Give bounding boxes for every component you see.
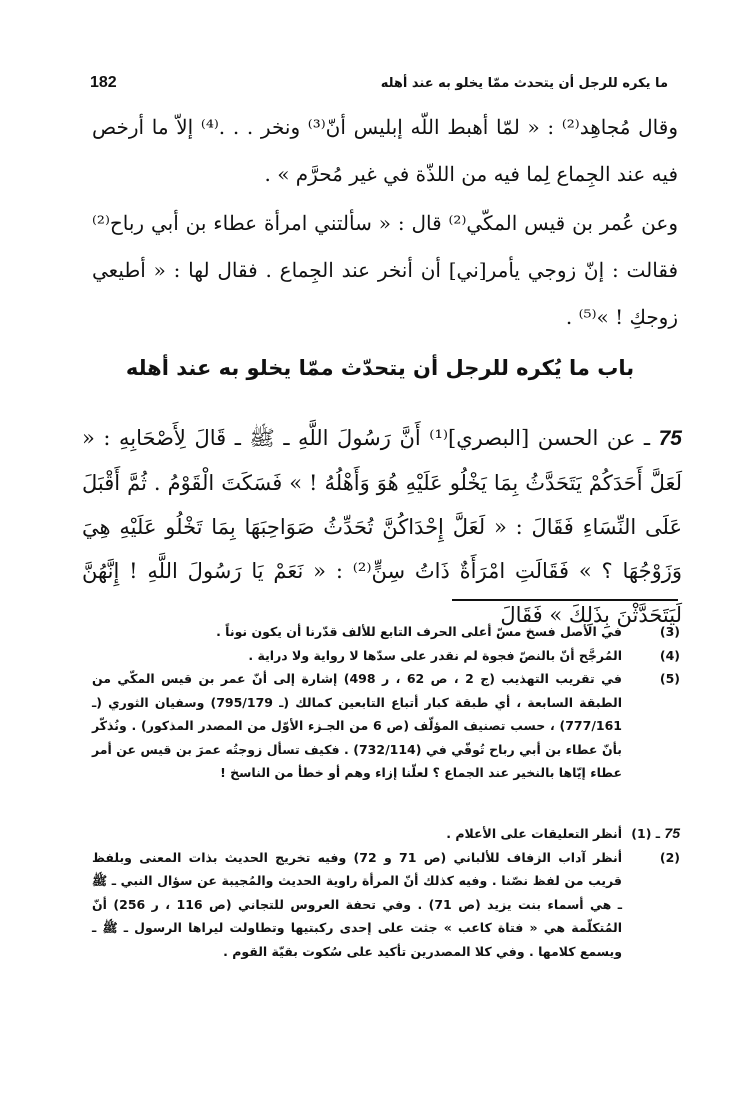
footnote-hadith-number: 75 bbox=[664, 825, 680, 841]
hadith-75 bbox=[82, 416, 682, 637]
running-title: ما يكره للرجل أن يتحدث ممّا يخلو به عند أهله bbox=[380, 75, 668, 91]
footnote-marker: (4) bbox=[659, 647, 680, 663]
footnote-text: أنظر التعليقات على الأعلام . bbox=[446, 826, 622, 841]
footnotes-previous bbox=[92, 620, 680, 785]
footnote-item bbox=[92, 620, 680, 644]
footnote-text: في تقريب التهذيب (ج 2 ، ص 62 ، ر 498) إشارة إلى أنّ عمر بن قيس المكّي من الطبقة السابعة ، أي طبقة كبار أتباع التابعين كمالك (ـ 795/179) وسفيان الثوري (ـ 777/161) ، حسب تصنيف المؤلّف (ص 6 من الجـزء الأوّل من المصدر المذكور) . ونُذكّر بأنّ عطاء بن أبي رباح تُوفّي في (732/114) . فكيف تسأل زوجتُه عمرَ بن قيس عن أمر عطاء إيّاها بالنخير عند الجماع ؟ لعلّنا إزاء وهم أو خطأ من الناسخ ! bbox=[92, 671, 622, 780]
page-header bbox=[90, 74, 668, 92]
paragraph-umar-ibn-qays: وعن عُمر بن قيس المكّي⁽²⁾ قال : « سألتني امرأة عطاء بن أبي رباح⁽²⁾ فقالت : إنّ زوجي يأمر[ني] أن أنخر عند الجِماع . فقال لها : « أطيعي زوجكِ ! »⁽⁵⁾ . bbox=[92, 211, 678, 329]
paragraph-mujahid: وقال مُجاهِد⁽²⁾ : « لمّا أهبط اللّه إبليس أنّ⁽³⁾ ونخر . . .⁽⁴⁾ إلاّ ما أرخص فيه عند الجِماع لِما فيه من اللذّة في غير مُحرَّم » . bbox=[92, 115, 678, 186]
footnote-marker: 75 ـ (1) bbox=[631, 825, 680, 841]
hadith-number: 75 bbox=[658, 427, 682, 450]
footnote-text: المُرجَّح أنّ بالنصّ فجوة لم نقدر على سدّها لا رواية ولا دراية . bbox=[248, 647, 622, 663]
footnote-marker: (3) bbox=[659, 624, 680, 639]
footnote-item bbox=[92, 822, 680, 846]
footnote-item bbox=[92, 667, 680, 785]
section-heading: باب ما يُكره للرجل أن يتحدّث ممّا يخلو به عند أهله bbox=[125, 356, 635, 380]
footnotes-hadith-75 bbox=[92, 822, 680, 963]
page-number: 182 bbox=[90, 74, 117, 91]
footnote-marker: (5) bbox=[659, 671, 680, 686]
footnote-item bbox=[92, 644, 680, 668]
footnote-item bbox=[92, 846, 680, 964]
footnote-text: في الأصل فسخ مسّ أعلى الحرف التابع للألف قدّرنا أن يكون نوناً . bbox=[216, 624, 622, 639]
footnote-marker: (2) bbox=[659, 849, 680, 865]
hadith-text: ـ عن الحسن [البصري]⁽¹⁾ أَنَّ رَسُولَ اللَّهِ ـ ﷺ ـ قَالَ لِأَصْحَابِهِ : « لَعَلَّ أَحَدَكُمْ يَتَحَدَّثُ بِمَا يَخْلُو عَلَيْهِ هُوَ وَأَهْلُهُ ! » فَسَكَتَ الْقَوْمُ . ثُمَّ أَقْبَلَ عَلَى النِّسَاءِ فَقَالَ : « لَعَلَّ إِحْدَاكُنَّ تُحَدِّثُ صَوَاحِبَهَا بِمَا تَخْلُو عَلَيْهِ هِيَ وَزَوْجُهَا ؟ » فَقَالَتِ امْرَأَةٌ ذَاتُ سِنٍّ⁽²⁾ : « نَعَمْ يَا رَسُولَ اللَّهِ ! إِنَّهُنَّ لَيَتَحَدَّثْنَ بِذَلِكَ » فَقَالَ bbox=[82, 426, 683, 627]
footnote-text: أنظر آداب الزفاف للألباني (ص 71 و 72) وفيه تخريج الحديث بذات المعنى وبلفظ قريب من لفظ نصّنا . وفيه كذلك أنّ المرأة راوية الحديث والمُجيبة عن سؤال النبي ـ ﷺ ـ هي أسماء بنت يزيد (ص 71) . وفي تحفة العروس للتجاني (ص 116 ، ر 256) أنّ المُتكلّمة هي « فتاة كاعب » جثت على إحدى ركبتيها وتطاولت ليراها الرسول ـ ﷺ ـ ويسمع كلامها . وفي كلا المصدرين تأكيد على سُكوت بقيّة القوم . bbox=[92, 849, 623, 959]
footnote-divider bbox=[452, 599, 678, 601]
